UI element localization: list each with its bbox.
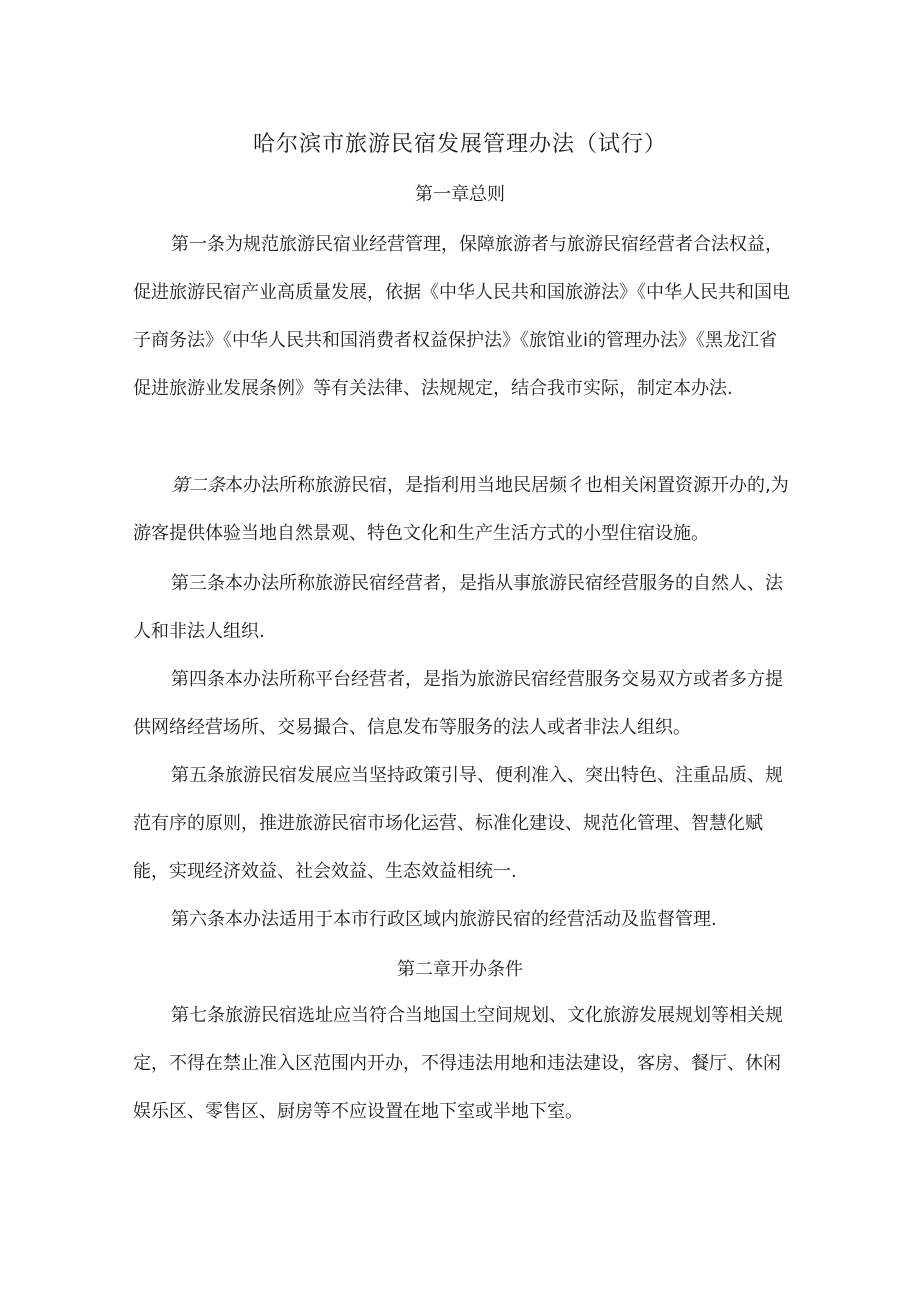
document-title: 哈尔滨市旅游民宿发展管理办法（试行）: [252, 132, 667, 157]
article-2: [133, 462, 793, 558]
article-6: 第六条本办法适用于本市行政区域内旅游民宿的经营活动及监督管理.: [171, 909, 717, 930]
article-3: 第三条本办法所称旅游民宿经营者，是指从事旅游民宿经营服务的自然人、法人和非法人组织.: [133, 573, 783, 642]
article-4: 第四条本办法所称平台经营者，是指为旅游民宿经营服务交易双方或者多方提供网络经营场所、交易撮合、信息发布等服务的法人或者非法人组织。: [133, 669, 783, 738]
article-5: 第五条旅游民宿发展应当坚持政策引导、便利准入、突出特色、注重品质、规范有序的原则，推进旅游民宿市场化运营、标准化建设、规范化管理、智慧化赋能，实现经济效益、社会效益、生态效益相统一.: [133, 765, 783, 882]
article-1: 第一条为规范旅游民宿业经营管理，保障旅游者与旅游民宿经营者合法权益，促进旅游民宿产业高质量发展，依据《中华人民共和国旅游法》《中华人民共和国电子商务法》《中华人民共和国消费者权益保护法》《旅馆业i的管理办法》《黑龙江省促进旅游业发展条例》等有关法律、法规规定，结合我市实际，制定本办法.: [133, 234, 790, 399]
article-2-text: 本办法所称旅游民宿，是指利用当地民居频彳也相关闲置资源开办的,为游客提供体验当地自然景观、特色文化和生产生活方式的小型住宿设施。: [133, 475, 789, 544]
chapter-heading-2: 第二章开办条件: [397, 959, 523, 980]
article-7: 第七条旅游民宿选址应当符合当地国土空间规划、文化旅游发展规划等相关规定，不得在禁止准入区范围内开办，不得违法用地和违法建设，客房、餐厅、休闲娱乐区、零售区、厨房等不应设置在地下室或半地下室。: [133, 1005, 783, 1122]
article-2-label: 第二条: [171, 475, 225, 496]
chapter-heading-1: 第一章总则: [415, 184, 505, 205]
